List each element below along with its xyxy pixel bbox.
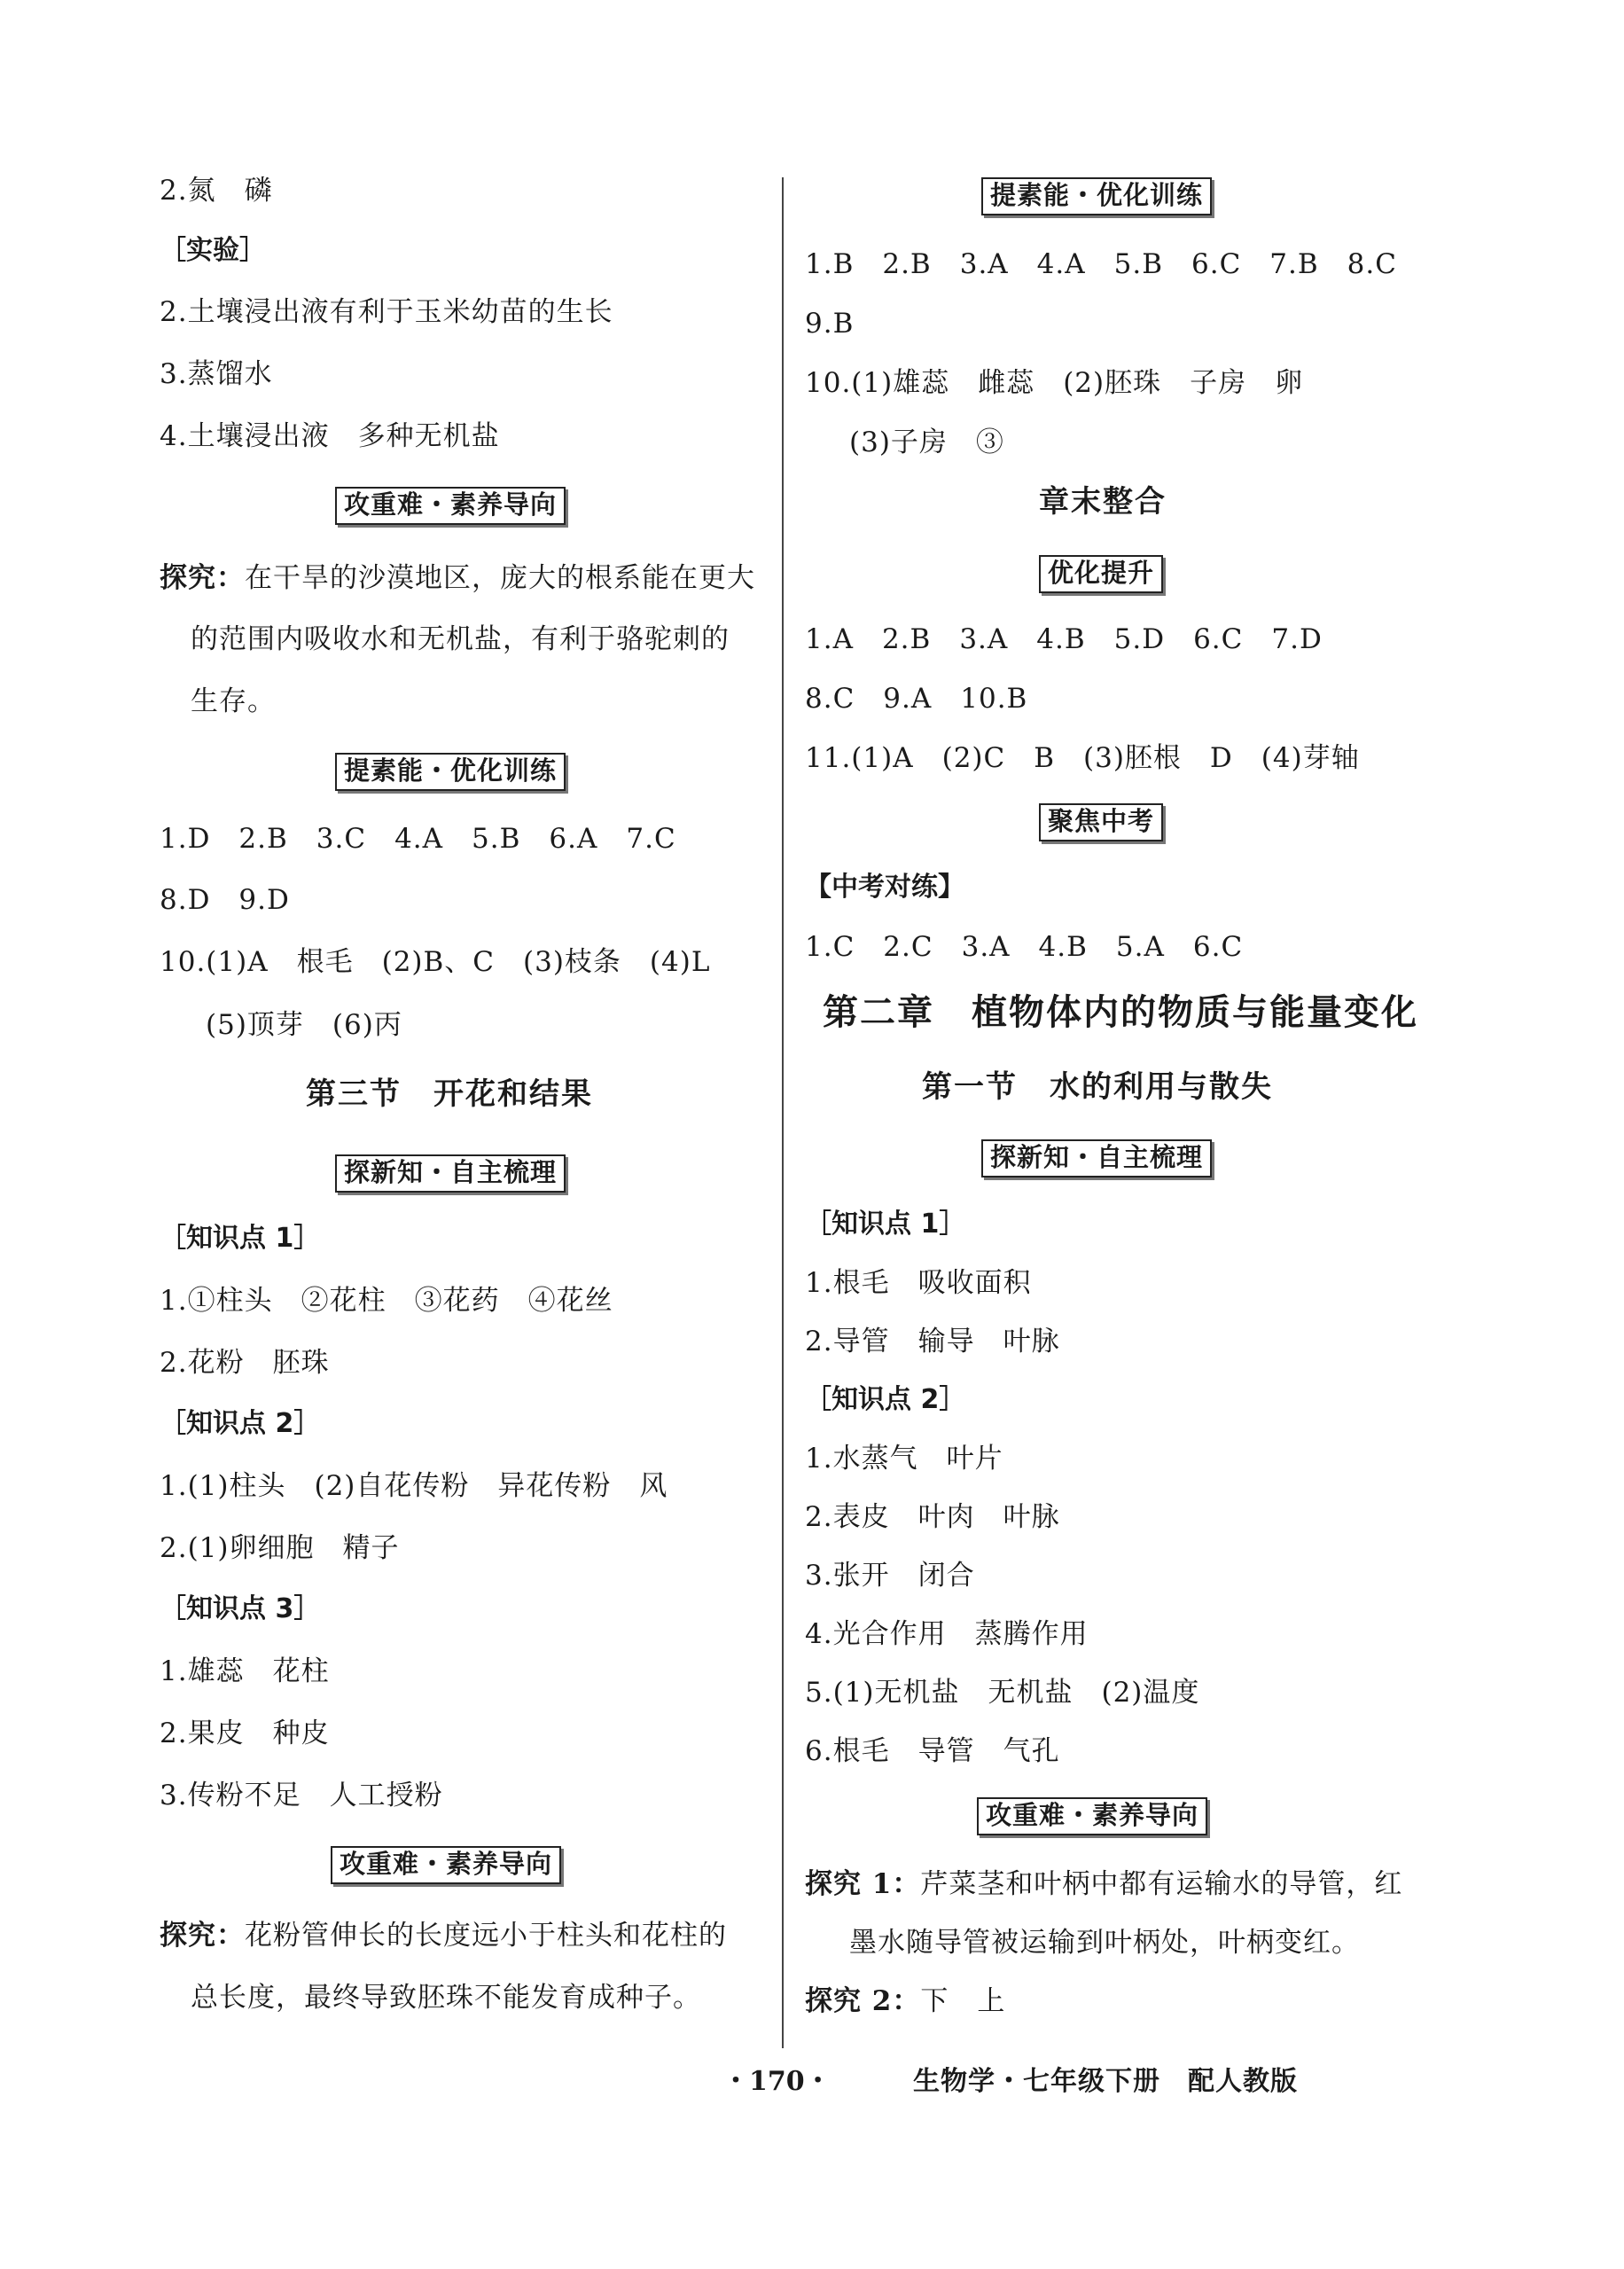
explore-text: 芹菜茎和叶柄中都有运输水的导管，红 <box>920 1868 1403 1900</box>
explore-line <box>805 1868 1403 1900</box>
answer-line: 3.张开 闭合 <box>805 1560 975 1592</box>
answer-line: 1.C 2.C 3.A 4.B 5.A 6.C <box>805 931 1244 963</box>
answer-line: 9.B <box>805 308 855 340</box>
answer-line: 8.D 9.D <box>160 884 290 916</box>
explore-line <box>160 1922 727 1950</box>
section-title: 第一节 水的利用与散失 <box>922 1069 1273 1105</box>
box-heading: 攻重难・素养导向 <box>335 487 566 525</box>
answer-line: 2.花粉 胚珠 <box>160 1347 330 1379</box>
knowledge-point-label: ［知识点 3］ <box>160 1593 321 1624</box>
knowledge-point-label: ［知识点 1］ <box>160 1223 321 1254</box>
box-heading: 优化提升 <box>1039 555 1163 593</box>
answer-line: 2.氮 磷 <box>160 175 273 207</box>
explore-line <box>805 1985 1006 2017</box>
book-title: 生物学・七年级下册 配人教版 <box>913 2066 1298 2097</box>
explore-label: 探究 2： <box>805 1985 921 2017</box>
box-heading: 提素能・优化训练 <box>335 753 566 791</box>
answer-line: 4.光合作用 蒸腾作用 <box>805 1618 1089 1650</box>
answer-line: 3.传粉不足 人工授粉 <box>160 1780 443 1811</box>
box-heading: 攻重难・素养导向 <box>977 1797 1207 1835</box>
box-heading: 探新知・自主梳理 <box>335 1154 566 1193</box>
answer-line: 1.D 2.B 3.C 4.A 5.B 6.A 7.C <box>160 823 676 855</box>
box-heading: 提素能・优化训练 <box>981 177 1212 215</box>
answer-line: 4.土壤浸出液 多种无机盐 <box>160 420 500 452</box>
answer-line: 2.表皮 叶肉 叶脉 <box>805 1501 1060 1533</box>
explore-line: 墨水随导管被运输到叶柄处，叶柄变红。 <box>849 1927 1360 1959</box>
answer-line: 1.A 2.B 3.A 4.B 5.D 6.C 7.D <box>805 623 1323 655</box>
section-title: 章末整合 <box>1039 484 1167 520</box>
section-label-experiment: ［实验］ <box>160 235 266 266</box>
page-number: ・170・ <box>722 2066 832 2097</box>
answer-line: (3)子房 ③ <box>849 426 1004 458</box>
answer-line: 10.(1)雄蕊 雌蕊 (2)胚珠 子房 卵 <box>805 367 1304 399</box>
answer-line: 8.C 9.A 10.B <box>805 683 1028 715</box>
answer-line: 1.(1)柱头 (2)自花传粉 异花传粉 风 <box>160 1470 668 1502</box>
answer-line: 6.根毛 导管 气孔 <box>805 1735 1060 1767</box>
explore-line: 生存。 <box>191 685 276 717</box>
box-heading: 聚焦中考 <box>1039 803 1163 841</box>
chapter-title: 第二章 植物体内的物质与能量变化 <box>823 991 1418 1033</box>
explore-text: 在干旱的沙漠地区，庞大的根系能在更大 <box>245 562 755 594</box>
explore-label: 探究： <box>160 562 245 594</box>
knowledge-point-label: ［知识点 2］ <box>805 1384 966 1415</box>
answer-line: 2.(1)卵细胞 精子 <box>160 1532 400 1564</box>
explore-label: 探究 1： <box>805 1868 921 1900</box>
explore-line <box>160 562 755 594</box>
exam-practice-label: 【中考对练】 <box>805 872 964 903</box>
explore-text: 花粉管伸长的长度远小于柱头和花柱的 <box>245 1920 727 1952</box>
answer-line: 1.B 2.B 3.A 4.A 5.B 6.C 7.B 8.C <box>805 248 1397 280</box>
explore-line: 的范围内吸收水和无机盐，有利于骆驼刺的 <box>191 623 730 655</box>
answer-line: 10.(1)A 根毛 (2)B、C (3)枝条 (4)L <box>160 946 711 978</box>
explore-line: 总长度，最终导致胚珠不能发育成种子。 <box>191 1982 701 2014</box>
box-heading: 攻重难・素养导向 <box>331 1846 561 1884</box>
answer-line: 1.①柱头 ②花柱 ③花药 ④花丝 <box>160 1285 613 1317</box>
explore-text: 下 上 <box>920 1985 1006 2017</box>
answer-line: 2.果皮 种皮 <box>160 1717 330 1749</box>
box-heading: 探新知・自主梳理 <box>981 1139 1212 1178</box>
answer-line: 2.导管 输导 叶脉 <box>805 1326 1060 1357</box>
knowledge-point-label: ［知识点 1］ <box>805 1209 966 1240</box>
answer-line: (5)顶芽 (6)丙 <box>206 1009 402 1041</box>
section-title: 第三节 开花和结果 <box>306 1076 593 1112</box>
explore-label: 探究： <box>160 1920 245 1952</box>
answer-line: 1.水蒸气 叶片 <box>805 1443 1003 1475</box>
answer-line: 11.(1)A (2)C B (3)胚根 D (4)芽轴 <box>805 742 1360 774</box>
answer-line: 1.根毛 吸收面积 <box>805 1267 1032 1299</box>
answer-line: 2.土壤浸出液有利于玉米幼苗的生长 <box>160 296 613 328</box>
knowledge-point-label: ［知识点 2］ <box>160 1408 321 1439</box>
answer-line: 3.蒸馏水 <box>160 358 273 390</box>
answer-line: 5.(1)无机盐 无机盐 (2)温度 <box>805 1677 1200 1709</box>
answer-line: 1.雄蕊 花柱 <box>160 1655 330 1687</box>
column-divider <box>782 177 784 2048</box>
